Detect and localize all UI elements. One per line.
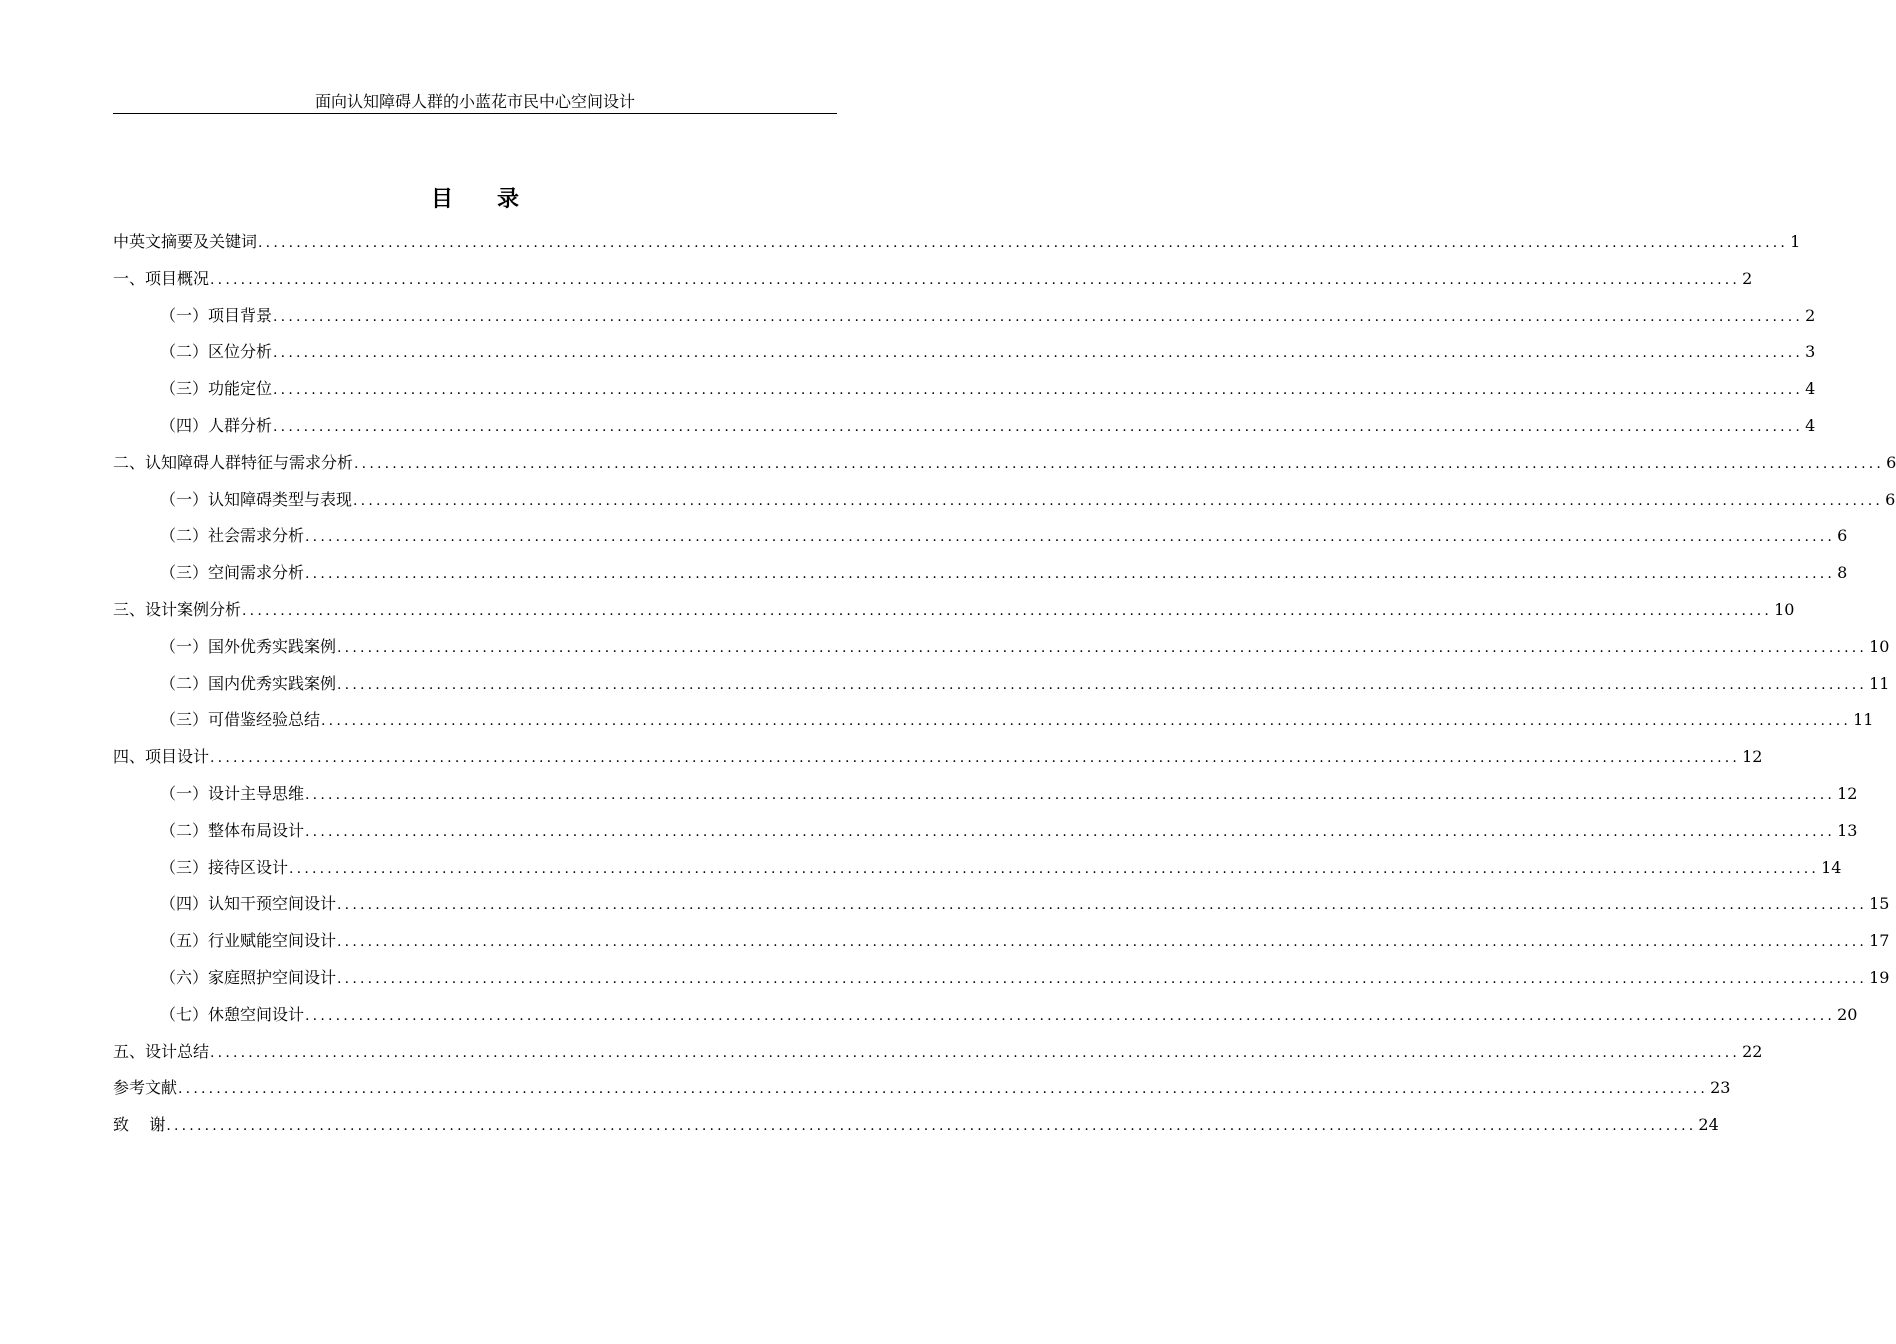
toc-entry[interactable] <box>113 817 1858 854</box>
toc-entry-page: 6 <box>1886 452 1896 472</box>
toc-entry-number: 一、 <box>113 268 146 288</box>
toc-leader-dots: ........................................................................................................................................................................................................ <box>337 676 1868 693</box>
toc-entry-label: 国外优秀实践案例 <box>208 636 337 656</box>
toc-entry-label: 空间需求分析 <box>208 563 305 583</box>
toc-entry[interactable] <box>113 559 1848 596</box>
toc-leader-dots: ........................................................................................................................................................................................................ <box>166 1118 1697 1135</box>
toc-leader-dots: ........................................................................................................................................................................................................ <box>321 713 1852 730</box>
toc-entry-number: （三） <box>160 857 209 877</box>
toc-leader-dots: ........................................................................................................................................................................................................ <box>178 1081 1709 1098</box>
toc-entry-label: 可借鉴经验总结 <box>208 710 321 730</box>
toc-entry-label: 项目背景 <box>208 305 273 325</box>
toc-leader-dots: ........................................................................................................................................................................................................ <box>337 970 1868 987</box>
toc-entry-page: 23 <box>1710 1078 1731 1098</box>
toc-entry[interactable] <box>113 780 1858 817</box>
toc-entry-number: （四） <box>160 415 209 435</box>
toc-entry-label: 致 谢 <box>113 1115 166 1135</box>
toc-entry[interactable] <box>113 1111 1719 1148</box>
toc-entry-number: （二） <box>160 820 209 840</box>
toc-entry-page: 14 <box>1821 857 1842 877</box>
toc-entry[interactable] <box>113 449 1896 486</box>
toc-entry-page: 24 <box>1698 1115 1719 1135</box>
toc-entry-page: 8 <box>1837 563 1848 583</box>
toc-entry[interactable] <box>113 228 1801 265</box>
toc-entry-number: 五、 <box>113 1041 146 1061</box>
toc-leader-dots: ........................................................................................................................................................................................................ <box>337 934 1868 951</box>
toc-entry-number: （六） <box>160 967 209 987</box>
toc-entry-label: 设计总结 <box>145 1041 210 1061</box>
toc-entry-page: 17 <box>1869 931 1890 951</box>
toc-leader-dots: ........................................................................................................................................................................................................ <box>273 308 1804 325</box>
toc-entry-label: 区位分析 <box>208 342 273 362</box>
toc-entry[interactable] <box>113 743 1763 780</box>
toc-entry[interactable] <box>113 964 1890 1001</box>
toc-entry-label: 国内优秀实践案例 <box>208 673 337 693</box>
toc-leader-dots: ........................................................................................................................................................................................................ <box>289 860 1820 877</box>
toc-entry[interactable] <box>113 486 1896 523</box>
toc-leader-dots: ........................................................................................................................................................................................................ <box>273 418 1804 435</box>
toc-entry-page: 15 <box>1869 894 1890 914</box>
toc-leader-dots: ........................................................................................................................................................................................................ <box>305 566 1836 583</box>
toc-entry-label: 中英文摘要及关键词 <box>113 232 258 251</box>
toc-leader-dots: ........................................................................................................................................................................................................ <box>258 235 1789 251</box>
table-of-contents <box>113 228 1896 1148</box>
header-rule <box>113 113 837 114</box>
toc-entry-number: （三） <box>160 710 209 730</box>
toc-entry[interactable] <box>113 1001 1858 1038</box>
toc-entry-page: 22 <box>1742 1041 1763 1061</box>
toc-entry-number: （三） <box>160 563 209 583</box>
toc-entry-number: 二、 <box>113 452 146 472</box>
toc-leader-dots: ........................................................................................................................................................................................................ <box>337 897 1868 914</box>
toc-entry-label: 设计主导思维 <box>208 783 305 803</box>
toc-entry-label: 项目概况 <box>145 268 210 288</box>
toc-entry-number: （七） <box>160 1004 209 1024</box>
toc-entry[interactable] <box>113 1038 1763 1075</box>
toc-leader-dots: ........................................................................................................................................................................................................ <box>273 382 1804 399</box>
toc-entry-number: （五） <box>160 931 209 951</box>
toc-entry-label: 接待区设计 <box>208 857 289 877</box>
toc-leader-dots: ........................................................................................................................................................................................................ <box>305 823 1836 840</box>
toc-leader-dots: ........................................................................................................................................................................................................ <box>354 455 1885 472</box>
toc-entry-label: 整体布局设计 <box>208 820 305 840</box>
toc-entry-page: 19 <box>1869 967 1890 987</box>
toc-entry-number: （二） <box>160 673 209 693</box>
toc-entry-page: 6 <box>1837 526 1848 546</box>
toc-entry-label: 功能定位 <box>208 379 273 399</box>
toc-entry-label: 参考文献 <box>113 1078 178 1098</box>
toc-entry-label: 认知障碍类型与表现 <box>208 489 353 509</box>
toc-entry[interactable] <box>113 706 1874 743</box>
toc-leader-dots: ........................................................................................................................................................................................................ <box>305 529 1836 546</box>
toc-entry-page: 10 <box>1869 636 1890 656</box>
toc-entry-page: 12 <box>1742 747 1763 767</box>
toc-entry-label: 行业赋能空间设计 <box>208 931 337 951</box>
toc-entry-label: 休憩空间设计 <box>208 1004 305 1024</box>
toc-entry[interactable] <box>113 302 1816 339</box>
toc-entry-number: （三） <box>160 379 209 399</box>
toc-entry-page: 6 <box>1885 489 1896 509</box>
toc-entry-page: 3 <box>1805 342 1816 362</box>
toc-entry-label: 家庭照护空间设计 <box>208 967 337 987</box>
toc-leader-dots: ........................................................................................................................................................................................................ <box>210 1044 1741 1061</box>
toc-leader-dots: ........................................................................................................................................................................................................ <box>273 345 1804 362</box>
toc-entry-page: 4 <box>1805 379 1816 399</box>
toc-entry-number: （四） <box>160 894 209 914</box>
toc-entry[interactable] <box>113 265 1753 302</box>
toc-leader-dots: ........................................................................................................................................................................................................ <box>242 602 1773 619</box>
toc-entry-number: （二） <box>160 342 209 362</box>
toc-entry[interactable] <box>113 670 1890 707</box>
toc-entry-number: （一） <box>160 305 209 325</box>
toc-entry-page: 4 <box>1805 415 1816 435</box>
toc-entry-page: 1 <box>1790 232 1801 251</box>
toc-entry[interactable] <box>113 633 1890 670</box>
toc-entry-page: 10 <box>1774 599 1795 619</box>
toc-entry-label: 项目设计 <box>145 747 210 767</box>
toc-entry-page: 11 <box>1853 710 1874 730</box>
toc-entry-label: 社会需求分析 <box>208 526 305 546</box>
toc-leader-dots: ........................................................................................................................................................................................................ <box>305 786 1836 803</box>
toc-entry-page: 11 <box>1869 673 1890 693</box>
toc-entry-label: 认知干预空间设计 <box>208 894 337 914</box>
toc-entry[interactable] <box>113 596 1795 633</box>
toc-leader-dots: ........................................................................................................................................................................................................ <box>353 492 1884 509</box>
toc-title: 目录 <box>430 187 563 212</box>
toc-entry-page: 20 <box>1837 1004 1858 1024</box>
toc-entry-number: （二） <box>160 526 209 546</box>
toc-entry-page: 13 <box>1837 820 1858 840</box>
toc-leader-dots: ........................................................................................................................................................................................................ <box>210 750 1741 767</box>
toc-leader-dots: ........................................................................................................................................................................................................ <box>305 1007 1836 1024</box>
toc-entry-label: 人群分析 <box>208 415 273 435</box>
toc-entry-page: 2 <box>1805 305 1816 325</box>
toc-entry[interactable] <box>113 1074 1731 1111</box>
toc-entry-number: （一） <box>160 489 209 509</box>
toc-entry[interactable] <box>113 338 1816 375</box>
running-header: 面向认知障碍人群的小蓝花市民中心空间设计 <box>314 92 635 111</box>
toc-entry[interactable] <box>113 854 1842 891</box>
toc-entry-label: 认知障碍人群特征与需求分析 <box>145 452 354 472</box>
toc-entry-number: （一） <box>160 636 209 656</box>
toc-entry[interactable] <box>113 927 1890 964</box>
toc-leader-dots: ........................................................................................................................................................................................................ <box>337 639 1868 656</box>
toc-leader-dots: ........................................................................................................................................................................................................ <box>210 271 1741 288</box>
toc-entry[interactable] <box>113 375 1816 412</box>
toc-entry-page: 2 <box>1742 268 1753 288</box>
toc-entry[interactable] <box>113 412 1816 449</box>
toc-entry-number: （一） <box>160 783 209 803</box>
toc-entry-number: 三、 <box>113 599 146 619</box>
toc-entry[interactable] <box>113 890 1890 927</box>
toc-entry-label: 设计案例分析 <box>145 599 242 619</box>
toc-entry[interactable] <box>113 522 1848 559</box>
toc-entry-number: 四、 <box>113 747 146 767</box>
toc-entry-page: 12 <box>1837 783 1858 803</box>
